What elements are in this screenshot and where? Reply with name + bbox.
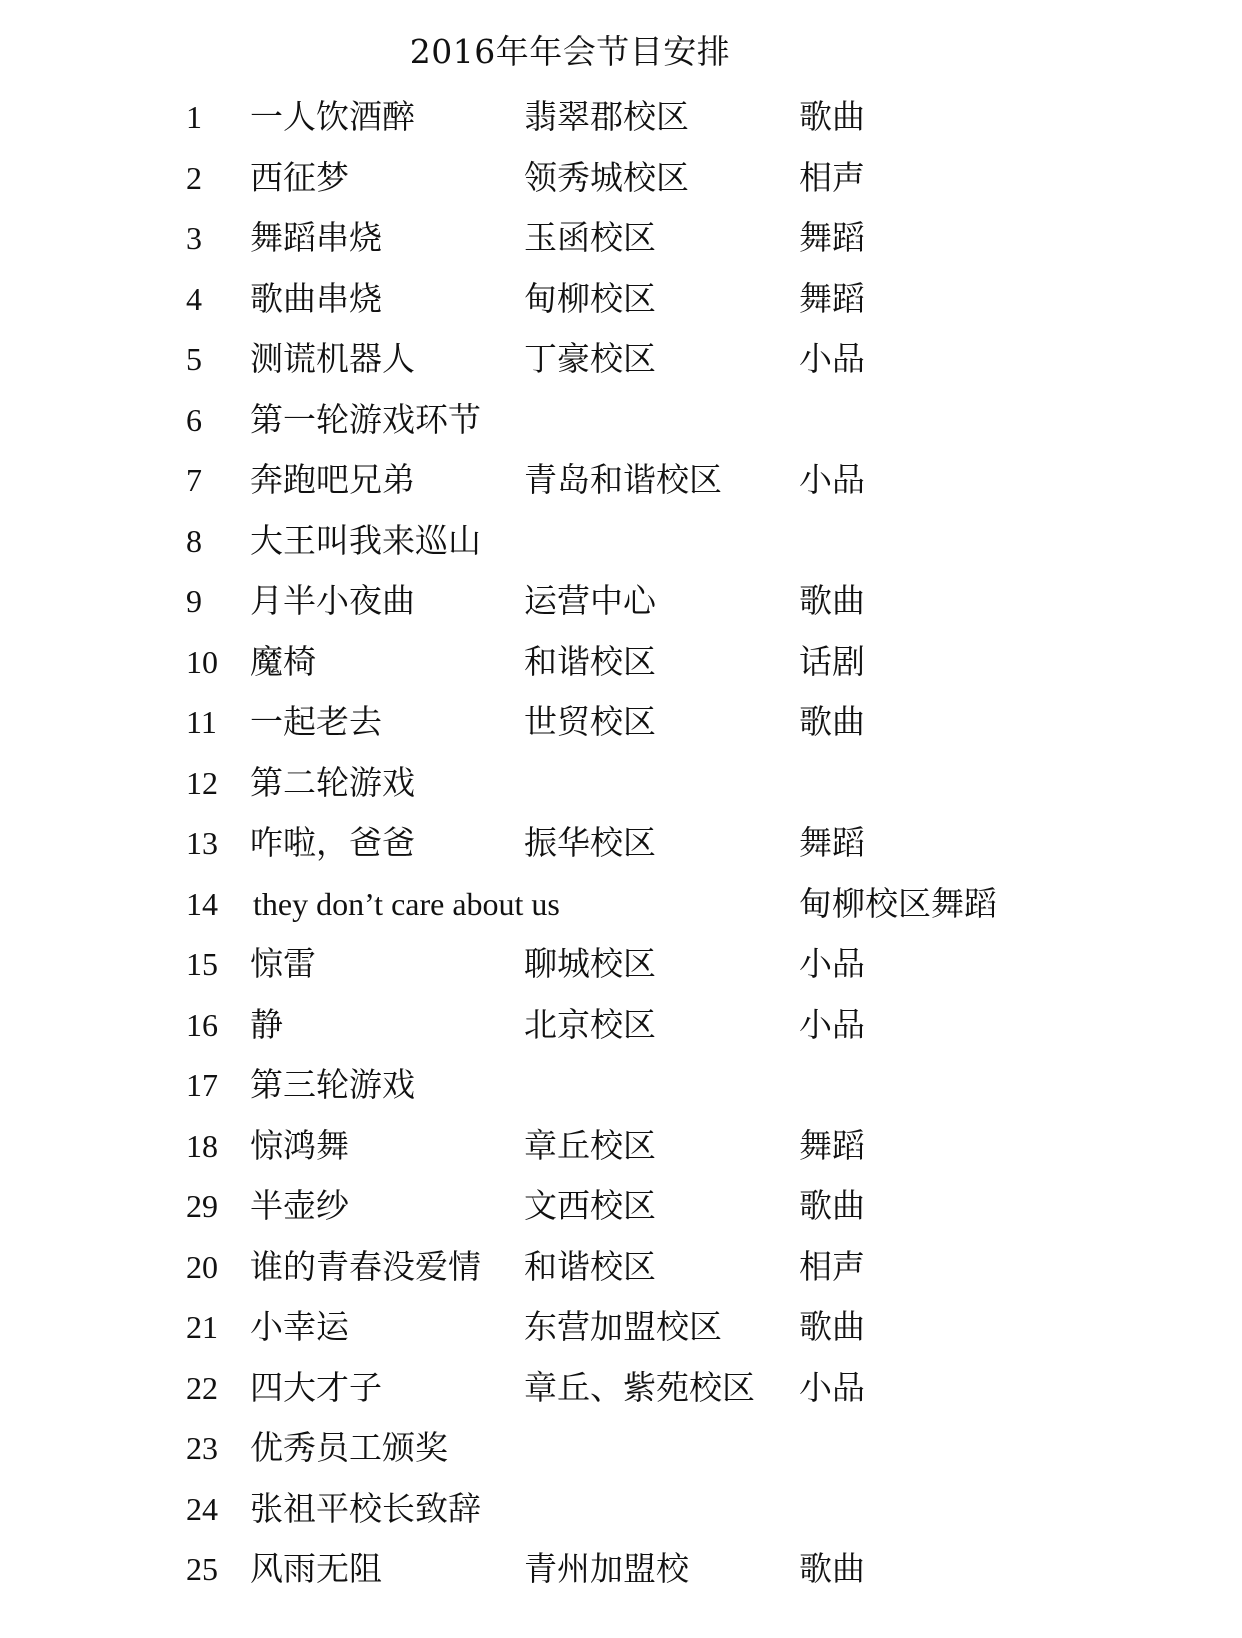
program-row (0, 450, 1242, 511)
program-type: 舞蹈 (799, 1125, 865, 1165)
program-campus: 世贸校区 (524, 702, 656, 741)
program-number: 12 (186, 764, 218, 801)
program-campus: 丁豪校区 (524, 339, 656, 378)
program-number: 1 (186, 99, 202, 135)
program-number: 10 (186, 643, 218, 680)
program-number: 2 (186, 159, 202, 196)
program-type: 话剧 (799, 641, 865, 681)
program-title: 惊雷 (250, 944, 316, 983)
program-number: 6 (186, 401, 202, 438)
program-row (0, 1297, 1242, 1358)
program-title: 魔椅 (250, 641, 316, 681)
program-number: 11 (186, 704, 217, 740)
program-type: 小品 (799, 1004, 865, 1044)
program-number: 9 (186, 583, 202, 619)
program-type: 歌曲 (799, 581, 865, 620)
program-title: 第一轮游戏环节 (250, 399, 481, 439)
program-number: 25 (186, 1551, 218, 1587)
program-title: 小幸运 (250, 1307, 349, 1346)
program-row (0, 753, 1242, 814)
program-campus: 和谐校区 (524, 641, 656, 681)
program-row (0, 632, 1242, 693)
program-type: 相声 (799, 157, 865, 197)
program-row (0, 874, 1242, 935)
program-row (0, 1176, 1242, 1237)
program-title: 测谎机器人 (250, 339, 415, 378)
program-row (0, 1116, 1242, 1177)
program-number: 7 (186, 462, 202, 498)
program-row (0, 1237, 1242, 1298)
program-title: 歌曲串烧 (250, 278, 382, 318)
program-row (0, 692, 1242, 753)
program-campus: 文西校区 (524, 1186, 656, 1225)
program-title: 一起老去 (250, 702, 382, 741)
program-row (0, 995, 1242, 1056)
program-row (0, 148, 1242, 209)
program-title: 优秀员工颁奖 (250, 1428, 448, 1467)
program-campus: 运营中心 (524, 581, 656, 620)
program-campus: 领秀城校区 (524, 157, 689, 197)
program-row (0, 87, 1242, 148)
program-type: 舞蹈 (799, 218, 865, 257)
program-number: 18 (186, 1127, 218, 1164)
program-campus: 玉函校区 (524, 218, 656, 257)
program-title: 四大才子 (250, 1367, 382, 1407)
program-row (0, 934, 1242, 995)
program-campus: 青州加盟校 (524, 1549, 689, 1588)
program-number: 20 (186, 1248, 218, 1285)
program-row (0, 390, 1242, 451)
program-campus: 翡翠郡校区 (524, 97, 689, 136)
program-number: 14 (186, 885, 218, 922)
program-title: 第二轮游戏 (250, 762, 415, 802)
program-row (0, 1539, 1242, 1600)
program-type: 小品 (799, 339, 865, 378)
program-campus: 甸柳校区 (524, 278, 656, 318)
page-title: 2016年年会节目安排 (409, 32, 731, 71)
program-title: 风雨无阻 (250, 1549, 382, 1588)
program-title: 谁的青春没爱情 (250, 1246, 481, 1286)
program-type: 舞蹈 (799, 278, 865, 318)
program-campus: 北京校区 (524, 1004, 656, 1044)
program-list (0, 87, 1242, 1600)
program-type: 甸柳校区舞蹈 (799, 883, 997, 923)
program-title: 咋啦，爸爸 (250, 823, 415, 862)
program-title: 张祖平校长致辞 (250, 1488, 481, 1528)
program-type: 歌曲 (799, 1549, 865, 1588)
program-type: 小品 (799, 460, 865, 499)
program-number: 4 (186, 280, 202, 317)
program-number: 21 (186, 1309, 218, 1345)
program-title: they don’t care about us (253, 885, 560, 922)
program-row (0, 511, 1242, 572)
program-type: 歌曲 (799, 1307, 865, 1346)
program-number: 3 (186, 220, 202, 256)
program-row (0, 329, 1242, 390)
program-campus: 章丘校区 (524, 1125, 656, 1165)
program-type: 舞蹈 (799, 823, 865, 862)
program-row (0, 1055, 1242, 1116)
program-type: 小品 (799, 944, 865, 983)
program-campus: 聊城校区 (524, 944, 656, 983)
program-type: 相声 (799, 1246, 865, 1286)
program-number: 13 (186, 825, 218, 861)
program-number: 8 (186, 522, 202, 559)
program-title: 静 (250, 1004, 283, 1044)
program-row (0, 208, 1242, 269)
program-number: 29 (186, 1188, 218, 1224)
program-campus: 东营加盟校区 (524, 1307, 722, 1346)
program-title: 惊鸿舞 (250, 1125, 349, 1165)
program-campus: 章丘、紫苑校区 (524, 1367, 755, 1407)
program-row (0, 1418, 1242, 1479)
program-title: 月半小夜曲 (250, 581, 415, 620)
program-campus: 和谐校区 (524, 1246, 656, 1286)
program-title: 半壶纱 (250, 1186, 349, 1225)
program-title: 一人饮酒醉 (250, 97, 415, 136)
program-title: 大王叫我来巡山 (250, 520, 481, 560)
program-type: 小品 (799, 1367, 865, 1407)
program-type: 歌曲 (799, 702, 865, 741)
program-row (0, 269, 1242, 330)
program-row (0, 571, 1242, 632)
program-title: 奔跑吧兄弟 (250, 460, 415, 499)
program-number: 5 (186, 341, 202, 377)
program-title: 第三轮游戏 (250, 1065, 415, 1104)
program-campus: 振华校区 (524, 823, 656, 862)
program-number: 15 (186, 946, 218, 982)
program-number: 16 (186, 1006, 218, 1043)
program-number: 23 (186, 1430, 218, 1466)
program-title: 西征梦 (250, 157, 349, 197)
program-number: 24 (186, 1490, 218, 1527)
program-type: 歌曲 (799, 97, 865, 136)
program-number: 17 (186, 1067, 218, 1103)
program-row (0, 813, 1242, 874)
program-campus: 青岛和谐校区 (524, 460, 722, 499)
program-type: 歌曲 (799, 1186, 865, 1225)
program-number: 22 (186, 1369, 218, 1406)
program-row (0, 1479, 1242, 1540)
program-row (0, 1358, 1242, 1419)
program-title: 舞蹈串烧 (250, 218, 382, 257)
